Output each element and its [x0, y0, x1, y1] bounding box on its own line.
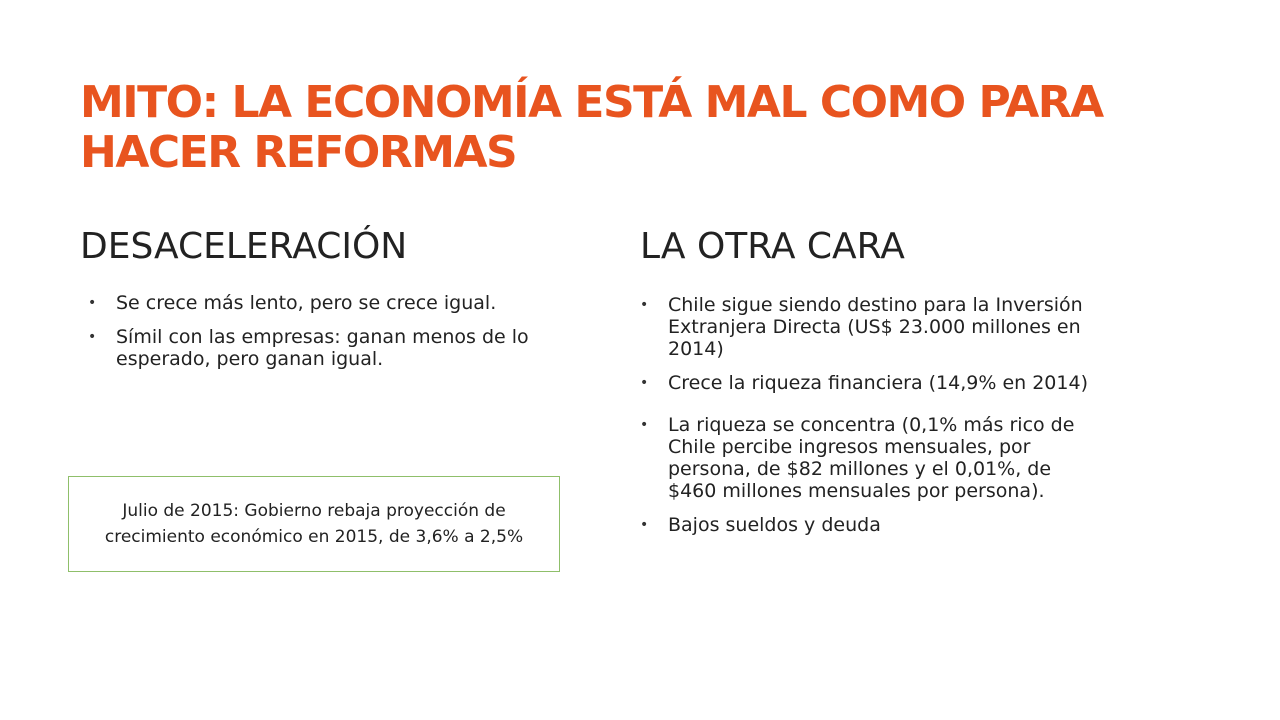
- note-text: Julio de 2015: Gobierno rebaja proyección de crecimiento económico en 2015, de 3,6% a 2,5%: [104, 501, 524, 547]
- bullet-text: La riqueza se concentra (0,1% más rico de Chile percibe ingresos mensuales, por persona, de $82 millones y el 0,01%, de $460 millones mensuales por persona).: [668, 414, 1075, 502]
- bullet-text: Bajos sueldos y deuda: [668, 514, 881, 536]
- list-item: [88, 292, 558, 314]
- slide-title: MITO: LA ECONOMÍA ESTÁ MAL COMO PARA HACER REFORMAS: [80, 77, 1103, 178]
- bullet-icon: •: [640, 297, 649, 313]
- bullet-text: Chile sigue siendo destino para la Inversión Extranjera Directa (US$ 23.000 millones en 2014): [668, 294, 1083, 360]
- left-bullet-list: [88, 292, 558, 382]
- right-column-heading: LA OTRA CARA: [640, 226, 905, 267]
- list-item: [88, 326, 558, 370]
- bullet-text: Crece la riqueza financiera (14,9% en 2014): [668, 372, 1088, 394]
- bullet-text: Se crece más lento, pero se crece igual.: [116, 292, 497, 314]
- list-item: [640, 514, 1100, 536]
- bullet-icon: •: [640, 375, 649, 391]
- list-item: [640, 414, 1100, 502]
- bullet-icon: •: [640, 417, 649, 433]
- bullet-icon: •: [88, 295, 97, 311]
- list-item: [640, 372, 1100, 394]
- left-column-heading: DESACELERACIÓN: [80, 226, 408, 267]
- bullet-text: Símil con las empresas: ganan menos de lo esperado, pero ganan igual.: [116, 326, 529, 370]
- note-box: [68, 476, 560, 572]
- list-item: [640, 294, 1100, 360]
- bullet-icon: •: [88, 329, 97, 345]
- bullet-icon: •: [640, 517, 649, 533]
- right-bullet-list: [640, 294, 1100, 548]
